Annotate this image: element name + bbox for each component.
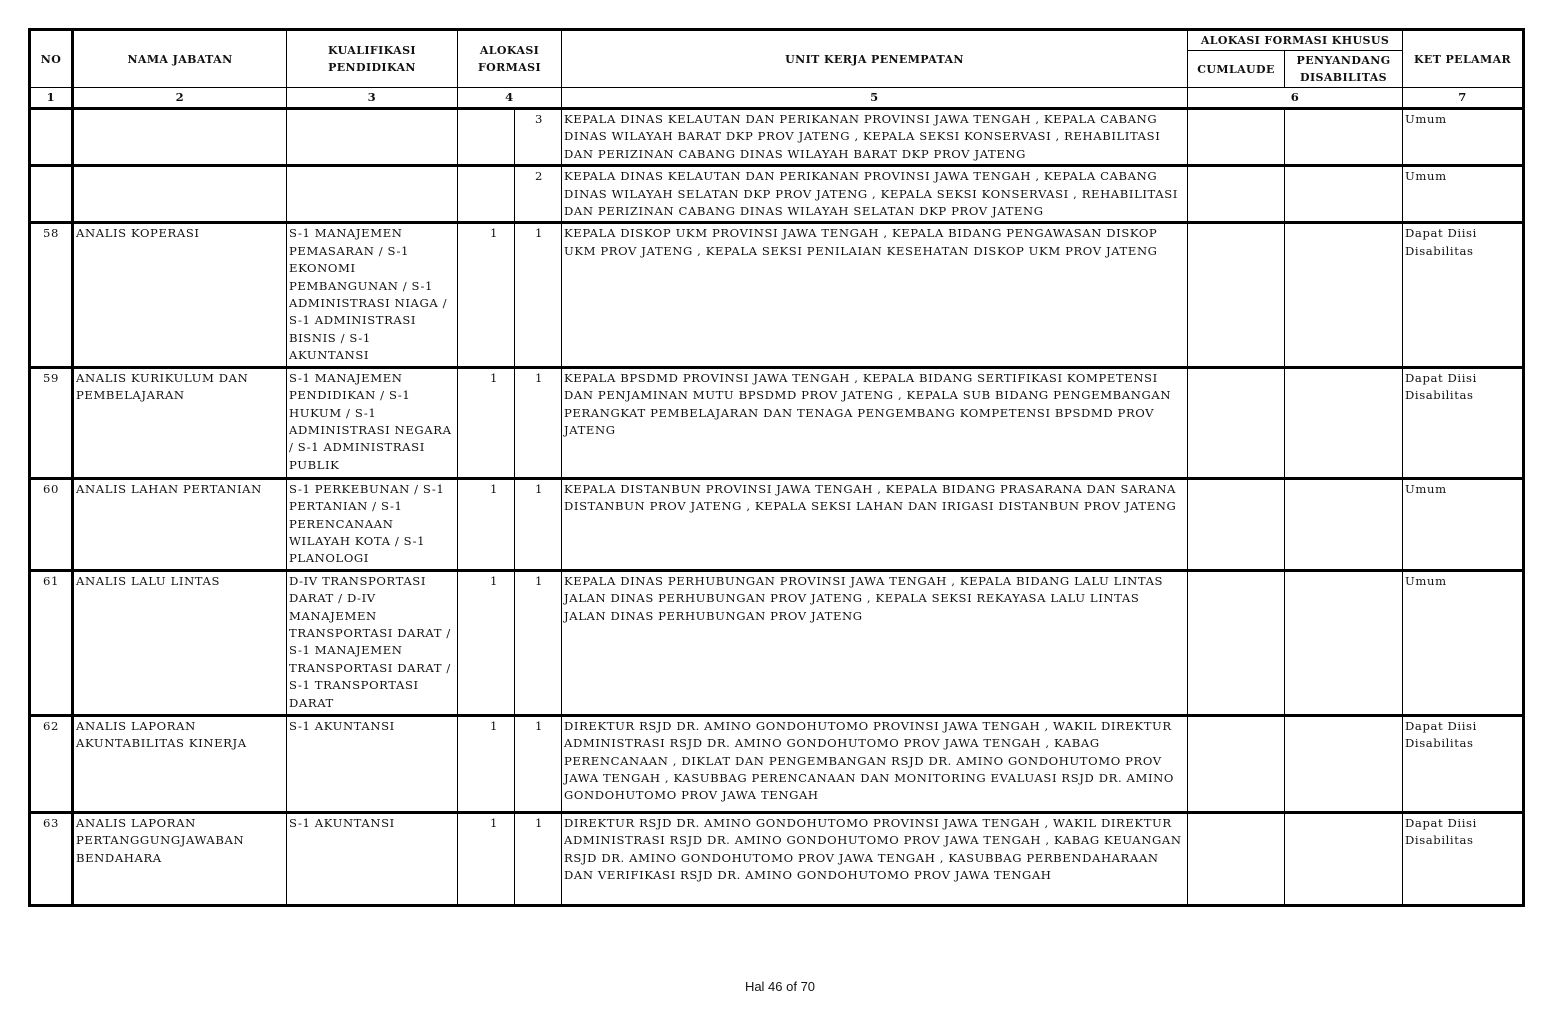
cell-alokasi xyxy=(458,166,515,223)
cell-ket: Dapat Diisi Disabilitas xyxy=(1403,812,1524,905)
cell-cumlaude xyxy=(1188,367,1285,478)
table-row xyxy=(30,570,1524,715)
cell-ket: Dapat Diisi Disabilitas xyxy=(1403,715,1524,812)
cell-nama: ANALIS KURIKULUM DAN PEMBELAJARAN xyxy=(73,367,287,478)
header-unit-kerja: UNIT KERJA PENEMPATAN xyxy=(562,30,1188,88)
cell-disabilitas xyxy=(1285,166,1403,223)
table-row xyxy=(30,812,1524,905)
table-row xyxy=(30,367,1524,478)
cell-disabilitas xyxy=(1285,109,1403,166)
cell-unit: DIREKTUR RSJD DR. AMINO GONDOHUTOMO PROVINSI JAWA TENGAH , WAKIL DIREKTUR ADMINISTRASI RSJD DR. AMINO GONDOHUTOMO PROV JAWA TENGAH , KABAG KEUANGAN RSJD DR. AMINO GONDOHUTOMO PROV JAWA TENGAH , KASUBBAG PERBENDAHARAAN DAN VERIFIKASI RSJD DR. AMINO GONDOHUTOMO PROV JAWA TENGAH xyxy=(562,812,1188,905)
cell-alokasi xyxy=(458,109,515,166)
table-row xyxy=(30,223,1524,367)
cell-kualifikasi xyxy=(287,166,458,223)
cell-unit: KEPALA DINAS KELAUTAN DAN PERIKANAN PROVINSI JAWA TENGAH , KEPALA CABANG DINAS WILAYAH BARAT DKP PROV JATENG , KEPALA SEKSI KONSERVASI , REHABILITASI DAN PERIZINAN CABANG DINAS WILAYAH BARAT DKP PROV JATENG xyxy=(562,109,1188,166)
colnum-7: 7 xyxy=(1403,88,1524,109)
cell-unit: KEPALA DISTANBUN PROVINSI JAWA TENGAH , KEPALA BIDANG PRASARANA DAN SARANA DISTANBUN PROV JATENG , KEPALA SEKSI LAHAN DAN IRIGASI DISTANBUN PROV JATENG xyxy=(562,478,1188,570)
cell-unit: KEPALA DINAS PERHUBUNGAN PROVINSI JAWA TENGAH , KEPALA BIDANG LALU LINTAS JALAN DINAS PERHUBUNGAN PROV JATENG , KEPALA SEKSI REKAYASA LALU LINTAS JALAN DINAS PERHUBUNGAN PROV JATENG xyxy=(562,570,1188,715)
cell-ket: Umum xyxy=(1403,478,1524,570)
cell-kualifikasi: D-IV TRANSPORTASI DARAT / D-IV MANAJEMEN TRANSPORTASI DARAT / S-1 MANAJEMEN TRANSPORTASI DARAT / S-1 TRANSPORTASI DARAT xyxy=(287,570,458,715)
cell-alokasi-unit: 3 xyxy=(515,109,562,166)
cell-kualifikasi: S-1 AKUNTANSI xyxy=(287,715,458,812)
header-no: NO xyxy=(30,30,73,88)
cell-cumlaude xyxy=(1188,109,1285,166)
cell-kualifikasi xyxy=(287,109,458,166)
colnum-5: 5 xyxy=(562,88,1188,109)
formasi-table xyxy=(28,28,1525,907)
colnum-2: 2 xyxy=(73,88,287,109)
header-cumlaude: CUMLAUDE xyxy=(1188,51,1285,88)
cell-no xyxy=(30,109,73,166)
cell-alokasi: 1 xyxy=(458,478,515,570)
colnum-6: 6 xyxy=(1188,88,1403,109)
page-number: Hal 46 of 70 xyxy=(744,979,816,994)
header-kualifikasi: KUALIFIKASI PENDIDIKAN xyxy=(287,30,458,88)
cell-nama: ANALIS KOPERASI xyxy=(73,223,287,367)
cell-no: 59 xyxy=(30,367,73,478)
cell-disabilitas xyxy=(1285,715,1403,812)
table-row xyxy=(30,166,1524,223)
cell-cumlaude xyxy=(1188,715,1285,812)
cell-unit: KEPALA DINAS KELAUTAN DAN PERIKANAN PROVINSI JAWA TENGAH , KEPALA CABANG DINAS WILAYAH SELATAN DKP PROV JATENG , KEPALA SEKSI KONSERVASI , REHABILITASI DAN PERIZINAN CABANG DINAS WILAYAH SELATAN DKP PROV JATENG xyxy=(562,166,1188,223)
cell-nama: ANALIS LALU LINTAS xyxy=(73,570,287,715)
cell-alokasi-unit: 1 xyxy=(515,812,562,905)
cell-no: 63 xyxy=(30,812,73,905)
cell-disabilitas xyxy=(1285,812,1403,905)
cell-alokasi-unit: 1 xyxy=(515,223,562,367)
colnum-3: 3 xyxy=(287,88,458,109)
cell-kualifikasi: S-1 MANAJEMEN PENDIDIKAN / S-1 HUKUM / S-1 ADMINISTRASI NEGARA / S-1 ADMINISTRASI PUBLIK xyxy=(287,367,458,478)
cell-nama: ANALIS LAPORAN AKUNTABILITAS KINERJA xyxy=(73,715,287,812)
cell-cumlaude xyxy=(1188,812,1285,905)
table-row xyxy=(30,109,1524,166)
cell-cumlaude xyxy=(1188,223,1285,367)
cell-alokasi-unit: 1 xyxy=(515,478,562,570)
cell-kualifikasi: S-1 PERKEBUNAN / S-1 PERTANIAN / S-1 PERENCANAAN WILAYAH KOTA / S-1 PLANOLOGI xyxy=(287,478,458,570)
table-row xyxy=(30,478,1524,570)
cell-alokasi-unit: 1 xyxy=(515,367,562,478)
cell-kualifikasi: S-1 AKUNTANSI xyxy=(287,812,458,905)
cell-disabilitas xyxy=(1285,367,1403,478)
cell-alokasi: 1 xyxy=(458,223,515,367)
cell-kualifikasi: S-1 MANAJEMEN PEMASARAN / S-1 EKONOMI PEMBANGUNAN / S-1 ADMINISTRASI NIAGA / S-1 ADMINISTRASI BISNIS / S-1 AKUNTANSI xyxy=(287,223,458,367)
header-nama-jabatan: NAMA JABATAN xyxy=(73,30,287,88)
colnum-1: 1 xyxy=(30,88,73,109)
cell-ket: Umum xyxy=(1403,166,1524,223)
cell-cumlaude xyxy=(1188,478,1285,570)
cell-unit: KEPALA BPSDMD PROVINSI JAWA TENGAH , KEPALA BIDANG SERTIFIKASI KOMPETENSI DAN PENJAMINAN MUTU BPSDMD PROV JATENG , KEPALA SUB BIDANG PENGEMBANGAN PERANGKAT PEMBELAJARAN DAN TENAGA PENGEMBANG KOMPETENSI BPSDMD PROV JATENG xyxy=(562,367,1188,478)
cell-alokasi: 1 xyxy=(458,570,515,715)
cell-alokasi-unit: 2 xyxy=(515,166,562,223)
cell-alokasi-unit: 1 xyxy=(515,715,562,812)
colnum-4: 4 xyxy=(458,88,562,109)
cell-disabilitas xyxy=(1285,223,1403,367)
cell-nama xyxy=(73,166,287,223)
table-row xyxy=(30,715,1524,812)
header-penyandang: PENYANDANG DISABILITAS xyxy=(1285,51,1403,88)
cell-cumlaude xyxy=(1188,166,1285,223)
cell-ket: Umum xyxy=(1403,570,1524,715)
cell-nama: ANALIS LAPORAN PERTANGGUNGJAWABAN BENDAHARA xyxy=(73,812,287,905)
cell-no: 61 xyxy=(30,570,73,715)
cell-ket: Umum xyxy=(1403,109,1524,166)
cell-alokasi-unit: 1 xyxy=(515,570,562,715)
cell-no: 60 xyxy=(30,478,73,570)
header-ket: KET PELAMAR xyxy=(1403,30,1524,88)
cell-no: 62 xyxy=(30,715,73,812)
cell-alokasi: 1 xyxy=(458,367,515,478)
cell-cumlaude xyxy=(1188,570,1285,715)
cell-disabilitas xyxy=(1285,478,1403,570)
header-alokasi: ALOKASI FORMASI xyxy=(458,30,562,88)
cell-ket: Dapat Diisi Disabilitas xyxy=(1403,223,1524,367)
cell-nama: ANALIS LAHAN PERTANIAN xyxy=(73,478,287,570)
cell-disabilitas xyxy=(1285,570,1403,715)
header-alokasi-khusus: ALOKASI FORMASI KHUSUS xyxy=(1188,30,1403,51)
cell-nama xyxy=(73,109,287,166)
cell-alokasi: 1 xyxy=(458,812,515,905)
cell-alokasi: 1 xyxy=(458,715,515,812)
cell-no: 58 xyxy=(30,223,73,367)
cell-unit: KEPALA DISKOP UKM PROVINSI JAWA TENGAH , KEPALA BIDANG PENGAWASAN DISKOP UKM PROV JATENG , KEPALA SEKSI PENILAIAN KESEHATAN DISKOP UKM PROV JATENG xyxy=(562,223,1188,367)
cell-no xyxy=(30,166,73,223)
cell-unit: DIREKTUR RSJD DR. AMINO GONDOHUTOMO PROVINSI JAWA TENGAH , WAKIL DIREKTUR ADMINISTRASI RSJD DR. AMINO GONDOHUTOMO PROV JAWA TENGAH , KABAG PERENCANAAN , DIKLAT DAN PENGEMBANGAN RSJD DR. AMINO GONDOHUTOMO PROV JAWA TENGAH , KASUBBAG PERENCANAAN DAN MONITORING EVALUASI RSJD DR. AMINO GONDOHUTOMO PROV JAWA TENGAH xyxy=(562,715,1188,812)
cell-ket: Dapat Diisi Disabilitas xyxy=(1403,367,1524,478)
